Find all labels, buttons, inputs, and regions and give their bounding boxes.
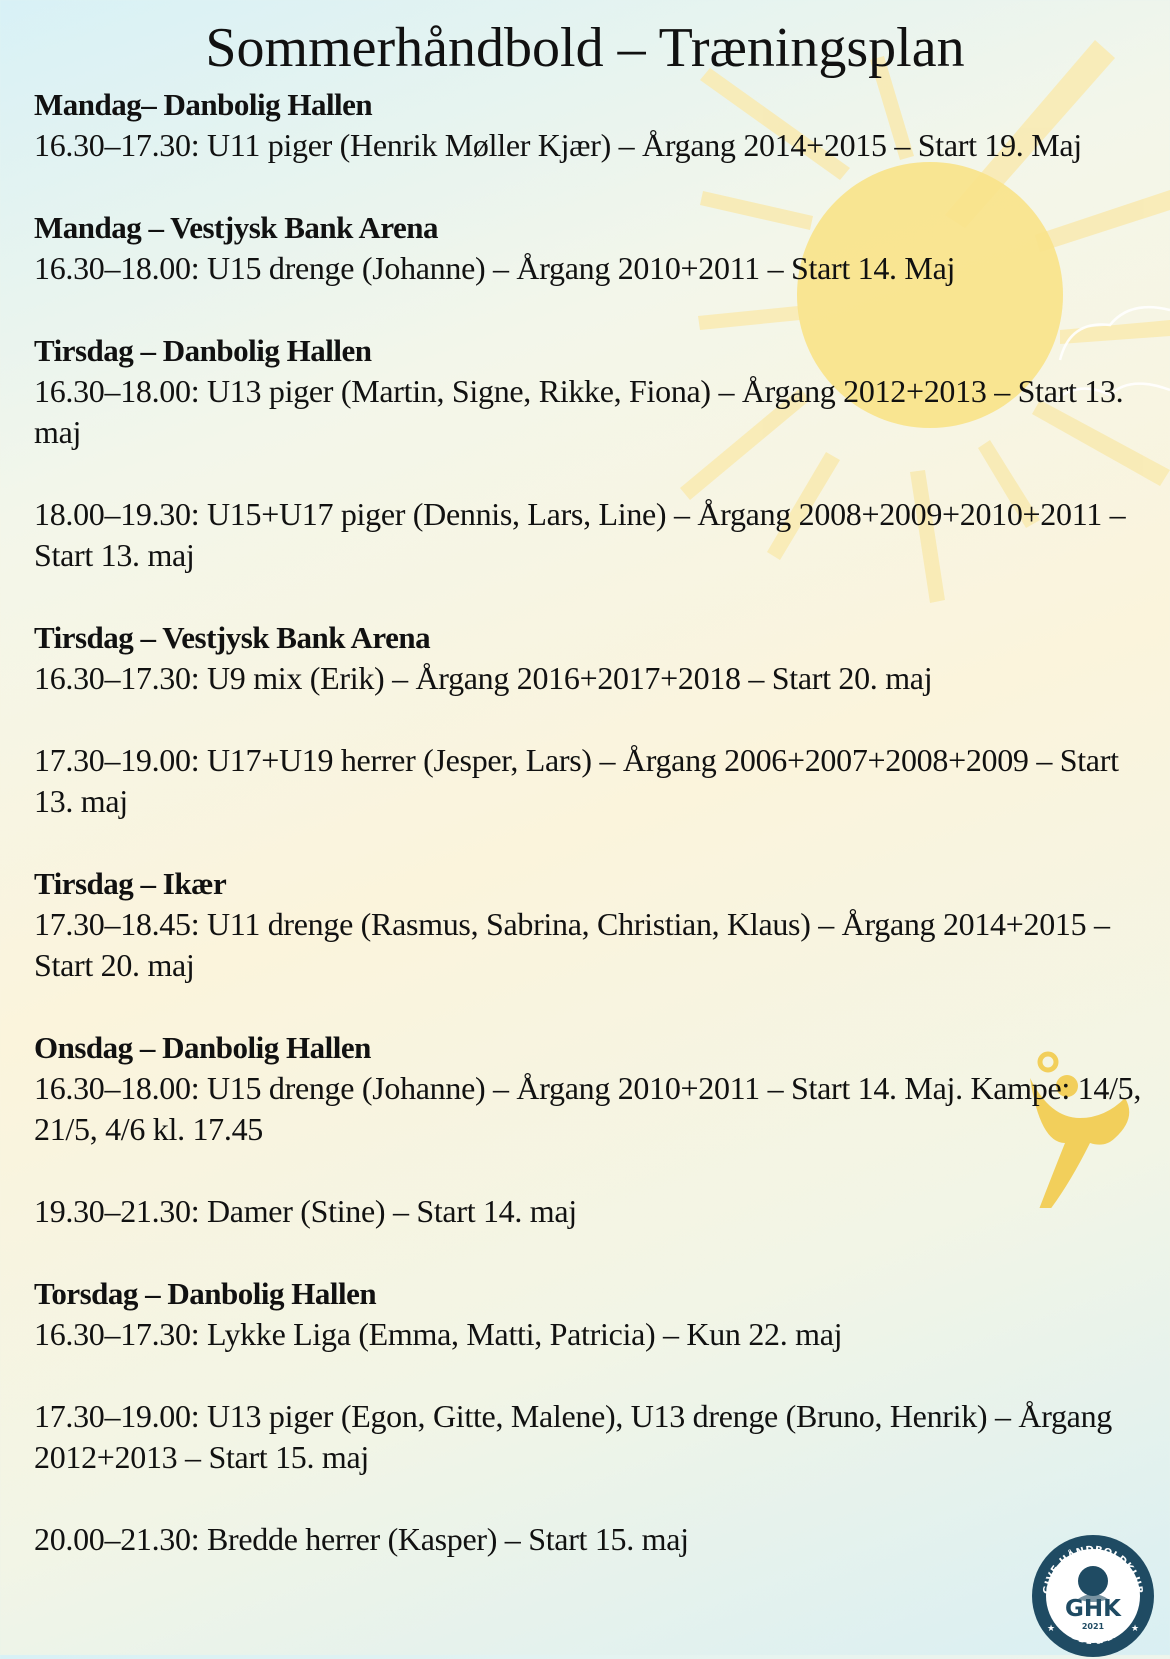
schedule-entry: 18.00–19.30: U15+U17 piger (Dennis, Lars, Line) – Årgang 2008+2009+2010+2011 – Start 13. maj bbox=[34, 496, 1126, 573]
logo-ring-text-top: GIVE HÅNDBOLDKLUB bbox=[1041, 1544, 1145, 1595]
handball-icon bbox=[1078, 1566, 1108, 1596]
logo-year: 2021 bbox=[1081, 1622, 1105, 1631]
section-heading: Tirsdag – Danbolig Hallen bbox=[34, 333, 372, 368]
schedule-entry: 16.30–18.00: U13 piger (Martin, Signe, Rikke, Fiona) – Årgang 2012+2013 – Start 13. maj bbox=[34, 373, 1124, 450]
star-icon: ★ bbox=[1047, 1623, 1056, 1633]
schedule-entry: 16.30–17.30: U11 piger (Henrik Møller Kjær) – Årgang 2014+2015 – Start 19. Maj bbox=[34, 127, 1082, 163]
section-heading: Tirsdag – Ikær bbox=[34, 866, 227, 901]
schedule-entry: 16.30–17.30: Lykke Liga (Emma, Matti, Patricia) – Kun 22. maj bbox=[34, 1316, 843, 1352]
schedule-entry: 16.30–18.00: U15 drenge (Johanne) – Årgang 2010+2011 – Start 14. Maj bbox=[34, 250, 956, 286]
section-heading: Torsdag – Danbolig Hallen bbox=[34, 1276, 377, 1311]
schedule-entry: 17.30–18.45: U11 drenge (Rasmus, Sabrina, Christian, Klaus) – Årgang 2014+2015 – Start 20. maj bbox=[34, 906, 1110, 983]
section-heading: Tirsdag – Vestjysk Bank Arena bbox=[34, 620, 431, 655]
schedule-section bbox=[34, 863, 1144, 986]
logo-initials: GHK bbox=[1065, 1596, 1121, 1622]
ghk-club-logo bbox=[1030, 1533, 1156, 1659]
schedule-section bbox=[34, 1027, 1144, 1232]
schedule-entry: 16.30–17.30: U9 mix (Erik) – Årgang 2016+2017+2018 – Start 20. maj bbox=[34, 660, 933, 696]
schedule-section bbox=[34, 1273, 1144, 1560]
logo-ring-text-bottom: BREDDE & ELITE bbox=[1053, 1618, 1133, 1648]
star-icon: ★ bbox=[1131, 1623, 1140, 1633]
schedule-section bbox=[34, 617, 1144, 822]
section-heading: Mandag– Danbolig Hallen bbox=[34, 87, 373, 122]
schedule-section bbox=[34, 84, 1144, 166]
section-heading: Mandag – Vestjysk Bank Arena bbox=[34, 210, 439, 245]
schedule-section bbox=[34, 330, 1144, 576]
schedule-entry: 17.30–19.00: U17+U19 herrer (Jesper, Lars) – Årgang 2006+2007+2008+2009 – Start 13. maj bbox=[34, 742, 1119, 819]
schedule-entry: 17.30–19.00: U13 piger (Egon, Gitte, Malene), U13 drenge (Bruno, Henrik) – Årgang 2012+2013 – Start 15. maj bbox=[34, 1398, 1112, 1475]
schedule-entry: 19.30–21.30: Damer (Stine) – Start 14. maj bbox=[34, 1193, 577, 1229]
schedule-entry: 16.30–18.00: U15 drenge (Johanne) – Årgang 2010+2011 – Start 14. Maj. Kampe: 14/5, 21/5, 4/6 kl. 17.45 bbox=[34, 1070, 1142, 1147]
section-heading: Onsdag – Danbolig Hallen bbox=[34, 1030, 371, 1065]
schedule-list bbox=[34, 84, 1144, 1560]
schedule-entry: 20.00–21.30: Bredde herrer (Kasper) – Start 15. maj bbox=[34, 1521, 689, 1557]
page-title: Sommerhåndbold – Træningsplan bbox=[205, 17, 965, 79]
schedule-section bbox=[34, 207, 1144, 289]
